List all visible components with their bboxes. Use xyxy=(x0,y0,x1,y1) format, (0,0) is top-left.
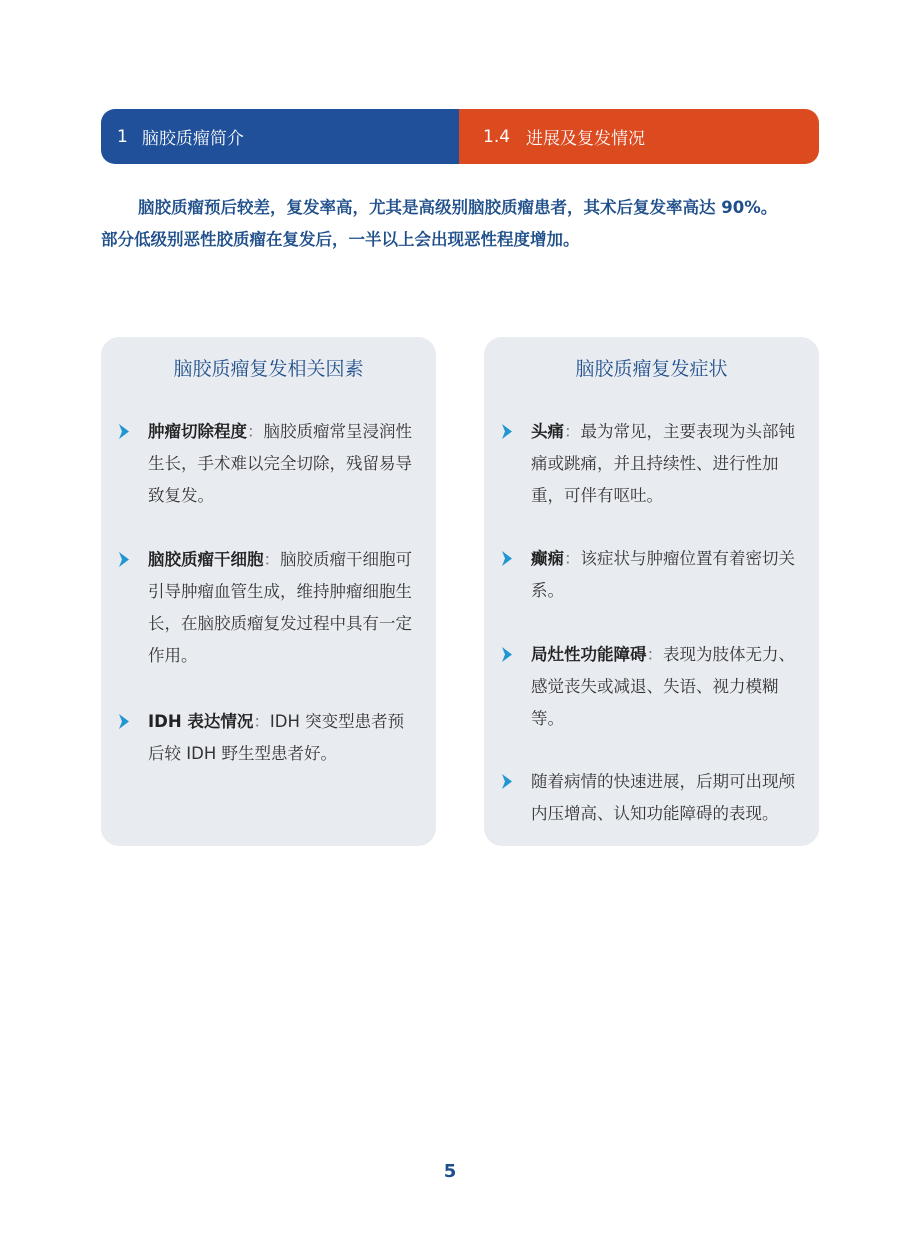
item-separator: ： xyxy=(564,422,581,441)
item-term: IDH 表达情况 xyxy=(148,712,254,731)
item-separator: ： xyxy=(263,550,280,569)
recurrence-factors-card xyxy=(101,337,436,846)
chapter-number: 1 xyxy=(117,126,128,147)
list-item xyxy=(148,706,418,770)
item-text: 脑胶质瘤常呈浸润性生长，手术难以完全切除，残留易导致复发。 xyxy=(148,422,412,505)
intro-line-2: 部分低级别恶性胶质瘤在复发后，一半以上会出现恶性程度增加。 xyxy=(101,230,580,249)
item-separator: ： xyxy=(247,422,264,441)
item-separator: ： xyxy=(253,712,270,731)
chevron-right-icon xyxy=(118,714,130,729)
section-number: 1.4 xyxy=(483,126,511,147)
list-item xyxy=(148,544,418,672)
section-label xyxy=(459,109,819,164)
item-separator: ： xyxy=(564,549,581,568)
item-term: 局灶性功能障碍 xyxy=(531,645,647,664)
chevron-right-icon xyxy=(501,774,513,789)
item-text: 最为常见，主要表现为头部钝痛或跳痛，并且持续性、进行性加重，可伴有呕吐。 xyxy=(531,422,795,505)
item-term: 癫痫 xyxy=(531,549,564,568)
chapter-title: 脑胶质瘤简介 xyxy=(141,129,244,149)
item-term: 脑胶质瘤干细胞 xyxy=(148,550,264,569)
page-number: 5 xyxy=(443,1161,457,1182)
item-text: 表现为肢体无力、感觉丧失或减退、失语、视力模糊等。 xyxy=(531,645,795,728)
recurrence-symptoms-card xyxy=(484,337,819,846)
item-text: 该症状与肿瘤位置有着密切关系。 xyxy=(531,549,795,600)
item-text: 脑胶质瘤干细胞可引导肿瘤血管生成，维持肿瘤细胞生长，在脑胶质瘤复发过程中具有一定作用。 xyxy=(148,550,412,665)
chevron-right-icon xyxy=(118,424,130,439)
chapter-label xyxy=(101,109,459,164)
list-item xyxy=(531,639,803,735)
card-title: 脑胶质瘤复发症状 xyxy=(575,358,728,380)
item-text: 随着病情的快速进展，后期可出现颅内压增高、认知功能障碍的表现。 xyxy=(531,772,795,823)
list-item xyxy=(148,416,418,512)
list-item xyxy=(531,766,803,830)
item-text: IDH 突变型患者预后较 IDH 野生型患者好。 xyxy=(148,712,405,763)
chevron-right-icon xyxy=(501,424,513,439)
item-separator: ： xyxy=(646,645,663,664)
section-header-bar xyxy=(101,109,819,164)
chevron-right-icon xyxy=(501,551,513,566)
card-title: 脑胶质瘤复发相关因素 xyxy=(173,358,364,380)
intro-line-1: 脑胶质瘤预后较差，复发率高，尤其是高级别脑胶质瘤患者，其术后复发率高达 90%。 xyxy=(138,198,778,217)
list-item xyxy=(531,543,803,607)
section-title: 进展及复发情况 xyxy=(526,129,646,149)
intro-paragraph xyxy=(101,192,819,256)
chevron-right-icon xyxy=(501,647,513,662)
item-term: 肿瘤切除程度 xyxy=(148,422,247,441)
chevron-right-icon xyxy=(118,552,130,567)
item-term: 头痛 xyxy=(531,422,564,441)
list-item xyxy=(531,416,803,512)
